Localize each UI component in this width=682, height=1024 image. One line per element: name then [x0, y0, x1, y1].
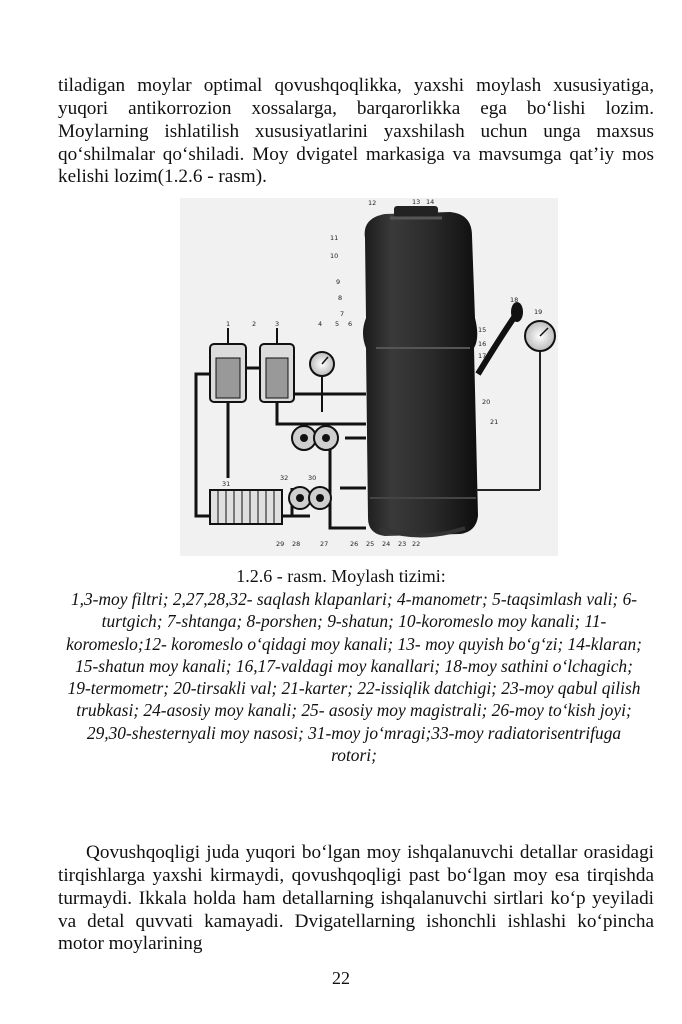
- callout-29: 29: [276, 540, 285, 548]
- body-paragraph-bottom-text: Qovushqoqligi juda yuqori bo‘lgan moy ishqalanuvchi detallar orasidagi tirqishlarga yaxshi kirmaydi, qovushqoqligi past bo‘lgan moy esa tirqishda turmaydi. Ikkala holda ham detallarning ishqalanuvchi sirtlari ko‘p yeyiladi va detal quvvati kamayadi. Dvigatellarning ishonchli ishlashi ko‘pincha motor moylarining: [58, 842, 654, 955]
- callout-26: 26: [350, 540, 359, 548]
- dipstick-handle: [511, 302, 523, 322]
- callout-11: 11: [330, 234, 339, 242]
- callout-13: 13: [412, 198, 421, 206]
- callout-24: 24: [382, 540, 391, 548]
- callout-6: 6: [348, 320, 353, 328]
- callout-15: 15: [478, 326, 487, 334]
- callout-12: 12: [368, 199, 377, 207]
- callout-31: 31: [222, 480, 231, 488]
- figure-caption-title: 1.2.6 - rasm. Moylash tizimi:: [236, 566, 446, 586]
- callout-25: 25: [366, 540, 375, 548]
- callout-10: 10: [330, 252, 339, 260]
- figure-caption-legend: 1,3-moy filtri; 2,27,28,32- saqlash klapanlari; 4-manometr; 5-taqsimlash vali; 6-turtgich; 7-shtanga; 8-porshen; 9-shatun; 10-koromeslo moy kanali; 11- koromeslo;12- koromeslo o‘qidagi moy kanali; 13- moy quyish bo‘g‘zi; 14-klaran; 15-shatun moy kanali; 16,17-valdagi moy kanallari; 18-moy sathini o‘lchagich; 19-termometr; 20-tirsakli val; 21-karter; 22-issiqlik datchigi; 23-moy qabul qilish trubkasi; 24-asosiy moy kanali; 25- asosiy moy magistrali; 26-moy to‘kish joyi; 29,30-shesternyali moy nasosi; 31-moy jo‘mragi;33-moy radiatorisentrifuga rotori;: [66, 589, 642, 766]
- callout-7: 7: [340, 310, 345, 318]
- callout-3: 3: [275, 320, 280, 328]
- callout-27: 27: [320, 540, 329, 548]
- callout-1: 1: [226, 320, 231, 328]
- callout-9: 9: [336, 278, 341, 286]
- oil-radiator: [210, 490, 282, 524]
- page-number: 22: [332, 968, 350, 988]
- engine-block: [363, 206, 478, 536]
- callout-16: 16: [478, 340, 487, 348]
- callout-20: 20: [482, 398, 491, 406]
- lubrication-system-figure: [180, 198, 558, 556]
- callout-22: 22: [412, 540, 421, 548]
- callout-8: 8: [338, 294, 343, 302]
- callout-14: 14: [426, 198, 435, 206]
- lubrication-system-diagram: [180, 198, 558, 556]
- callout-19: 19: [534, 308, 543, 316]
- callout-2: 2: [252, 320, 257, 328]
- callout-4: 4: [318, 320, 323, 328]
- callout-5: 5: [335, 320, 340, 328]
- callout-21: 21: [490, 418, 499, 426]
- callout-23: 23: [398, 540, 407, 548]
- callout-32: 32: [280, 474, 289, 482]
- callout-28: 28: [292, 540, 301, 548]
- body-paragraph-bottom: [58, 842, 654, 956]
- callout-18: 18: [510, 296, 519, 304]
- callout-17: 17: [478, 352, 487, 360]
- callout-30: 30: [308, 474, 317, 482]
- body-paragraph-top: tiladigan moylar optimal qovushqoqlikka, yaxshi moylash xususiyatiga, yuqori antikorrozion xossalarga, barqarorlikka ega bo‘lishi lozim. Moylarning ishlatilish xususiyatlarini yaxshilash uchun unga maxsus qo‘shilmalar qo‘shiladi. Moy dvigatel markasiga va mavsumga qat’iy mos kelishi lozim(1.2.6 - rasm).: [58, 75, 654, 188]
